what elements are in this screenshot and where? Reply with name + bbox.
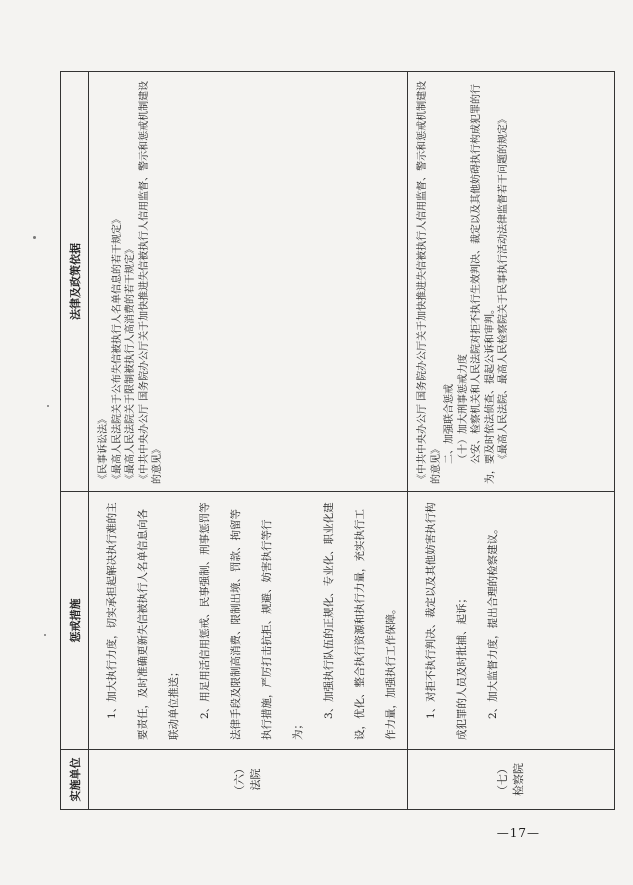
unit-name: 检察院 — [512, 763, 525, 796]
measure-item: 1、对拒不执行判决、裁定以及其他妨害执行构成犯罪的人员及时批捕、起诉； — [425, 502, 468, 740]
laws-cell — [408, 72, 615, 492]
table-header-row — [61, 72, 89, 810]
law-item: 《最高人民法院、最高人民检察院关于民事执行活动法律监督若干问题的规定》 — [498, 114, 509, 464]
scan-speck — [44, 634, 46, 636]
measures-table — [60, 71, 615, 810]
law-item: 《中共中央办公厅 国务院办公厅关于加快推进失信被执行人信用监督、警示和惩戒机制建设的意见》 — [138, 80, 163, 484]
page-number: —17— — [496, 826, 540, 840]
measures-cell — [89, 492, 408, 750]
measure-item: 3、加强执行队伍的正规化、专业化、职业化建设，优化、整合执行资源和执行力量，充实执行工作力量，加强执行工作保障。 — [323, 502, 397, 740]
table-row — [89, 72, 408, 810]
measure-item: 2、加大监督力度，提出合理的检察建议。 — [487, 523, 499, 719]
header-unit: 实施单位 — [61, 750, 89, 810]
law-item: 公安、检察机关和人民法院对拒不执行生效判决、裁定以及其他妨碍执行构成犯罪的行为，要及时依法侦查、提起公诉和审判。 — [471, 84, 496, 484]
unit-index: （七） — [496, 763, 509, 796]
law-item: （十）加大刑事惩戒力度 — [457, 354, 469, 464]
header-measures: 惩戒措施 — [61, 492, 89, 750]
scan-speck — [47, 405, 49, 407]
law-item: 《中共中央办公厅 国务院办公厅关于加快推进失信被执行人信用监督、警示和惩戒机制建设的意见》 — [417, 80, 442, 484]
law-item: 《最高人民法院关于限制被执行人高消费的若干规定》 — [125, 244, 136, 484]
measure-item: 2、用足用活信用惩戒、民事强制、刑事惩罚等法律手段及限制高消费、限制出境、罚款、拘留等执行措施，严厉打击抗拒、规避、妨害执行等行为； — [199, 502, 304, 740]
unit-index: （六） — [233, 763, 246, 796]
law-item: 《民事诉讼法》 — [98, 414, 109, 484]
unit-cell — [89, 750, 408, 810]
scan-speck — [33, 236, 36, 239]
unit-name: 法院 — [249, 768, 262, 791]
measure-item: 1、加大执行力度，切实承担起解决执行难的主要责任，及时准确更新失信被执行人名单信息向各联动单位推送； — [106, 502, 180, 740]
law-item: 《最高人民法院关于公布失信被执行人名单信息的若干规定》 — [111, 214, 123, 484]
table-row — [408, 72, 615, 810]
header-laws: 法律及政策依据 — [61, 72, 89, 492]
measures-cell — [408, 492, 615, 750]
unit-cell — [408, 750, 615, 810]
laws-cell — [89, 72, 408, 492]
rotated-table-wrapper — [60, 72, 547, 810]
law-item: 二、加强联合惩戒 — [444, 384, 455, 464]
